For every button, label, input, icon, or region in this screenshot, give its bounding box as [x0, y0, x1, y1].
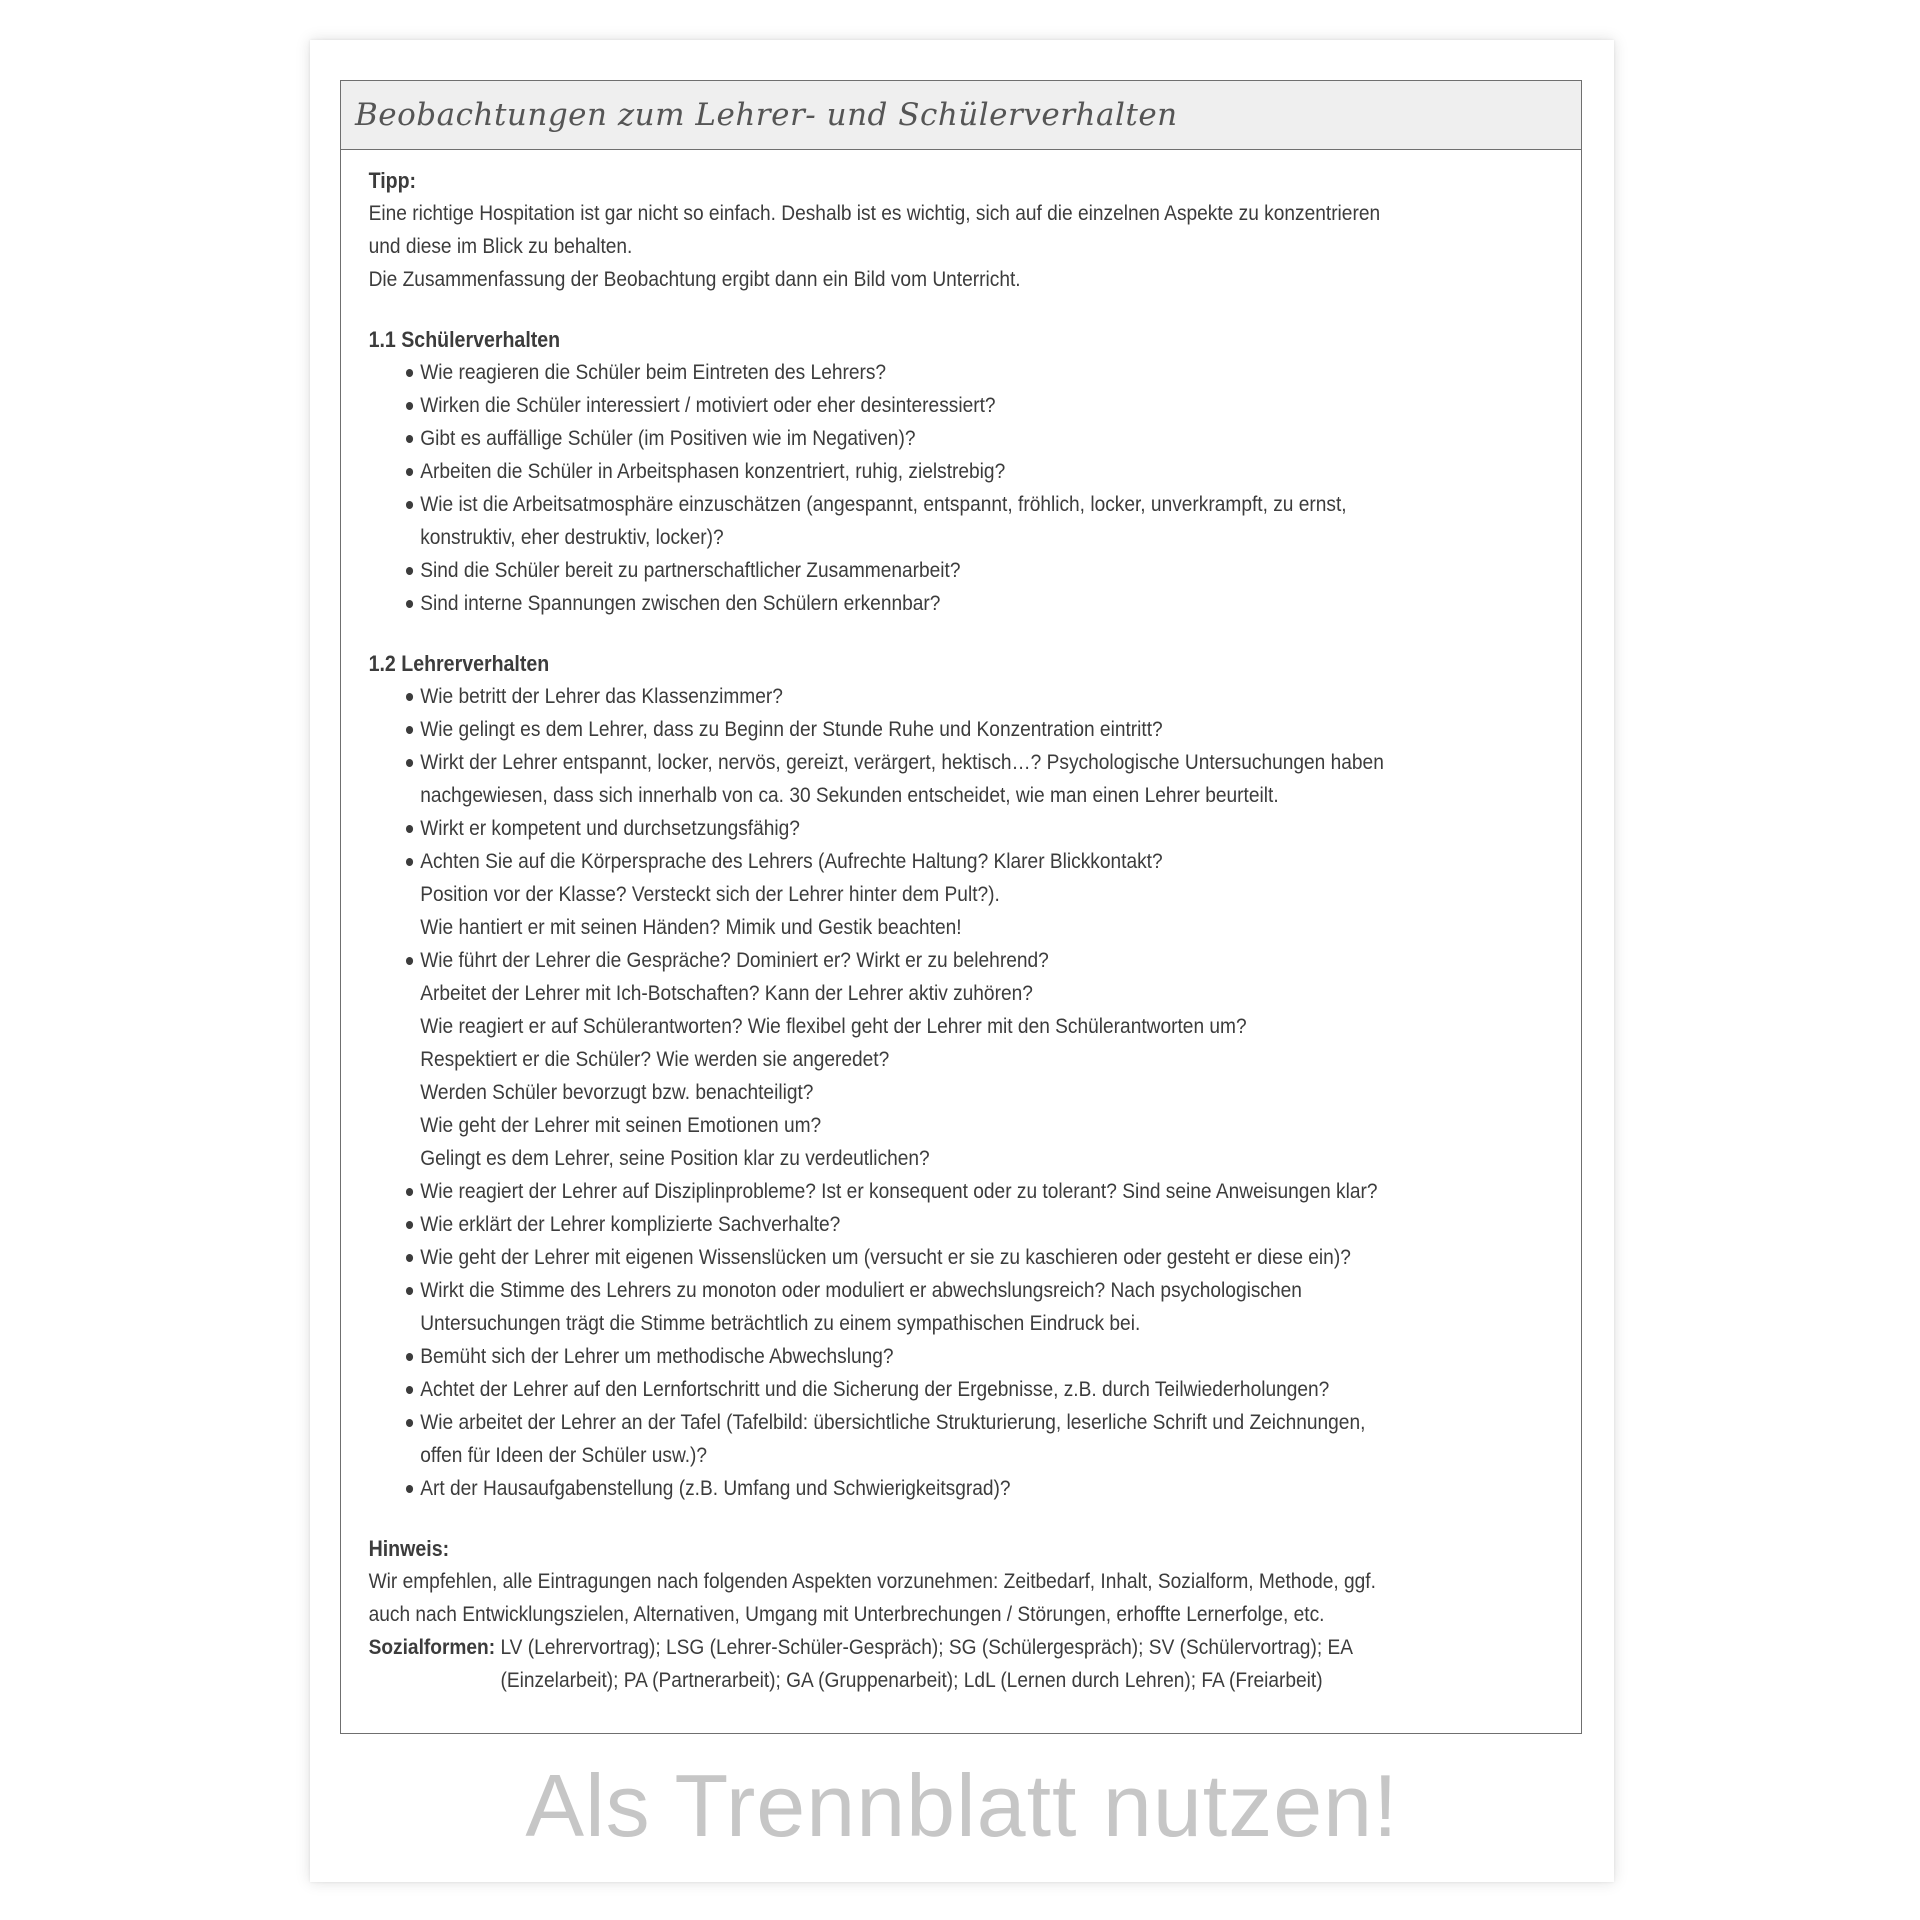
list-item [406, 680, 1471, 713]
tipp-text [369, 197, 1472, 296]
list-item [406, 1274, 1471, 1340]
content-frame [340, 80, 1582, 1734]
tipp-line: Die Zusammenfassung der Beobachtung ergibt dann ein Bild vom Unterricht. [368, 267, 1021, 291]
list-item [406, 422, 1471, 455]
list-item-line: Wie gelingt es dem Lehrer, dass zu Beginn der Stunde Ruhe und Konzentration eintritt? [420, 717, 1163, 741]
list-item [406, 1175, 1471, 1208]
list-item-line: Bemüht sich der Lehrer um methodische Abwechslung? [420, 1344, 894, 1368]
watermark-text: Als Trennblatt nutzen! [525, 1756, 1399, 1855]
list-item [406, 356, 1471, 389]
list-item [406, 746, 1471, 812]
list-item-line: offen für Ideen der Schüler usw.)? [420, 1443, 708, 1467]
list-item-line: Achtet der Lehrer auf den Lernfortschritt und die Sicherung der Ergebnisse, z.B. durch Teilwiederholungen? [420, 1377, 1330, 1401]
header-bar [341, 81, 1581, 150]
list-item-line: Wie arbeitet der Lehrer an der Tafel (Tafelbild: übersichtliche Strukturierung, leserliche Schrift und Zeichnungen, [420, 1410, 1366, 1434]
list-item-line: Wie reagiert er auf Schülerantworten? Wie flexibel geht der Lehrer mit den Schülerantworten um? [420, 1014, 1247, 1038]
list-item-line: Wie geht der Lehrer mit eigenen Wissenslücken um (versucht er sie zu kaschieren oder gesteht er diese ein)? [420, 1245, 1351, 1269]
list-item-line: Wie hantiert er mit seinen Händen? Mimik und Gestik beachten! [420, 915, 962, 939]
schuelerverhalten-list [406, 356, 1471, 620]
sozialformen-line: LV (Lehrervortrag); LSG (Lehrer-Schüler-Gespräch); SG (Schülergespräch); SV (Schülervortrag); EA [500, 1635, 1353, 1659]
list-item-line: Gibt es auffällige Schüler (im Positiven wie im Negativen)? [420, 426, 916, 450]
list-item-line: Art der Hausaufgabenstellung (z.B. Umfang und Schwierigkeitsgrad)? [420, 1476, 1011, 1500]
list-item-line: Wirken die Schüler interessiert / motiviert oder eher desinteressiert? [420, 393, 996, 417]
list-item [406, 1373, 1471, 1406]
tipp-line: und diese im Blick zu behalten. [368, 234, 633, 258]
list-item-line: Wie erklärt der Lehrer komplizierte Sachverhalte? [420, 1212, 841, 1236]
list-item [406, 554, 1471, 587]
list-item [406, 1340, 1471, 1373]
list-item-line: Achten Sie auf die Körpersprache des Lehrers (Aufrechte Haltung? Klarer Blickkontakt? [420, 849, 1163, 873]
list-item-line: konstruktiv, eher destruktiv, locker)? [420, 525, 724, 549]
list-item-line: Wie geht der Lehrer mit seinen Emotionen um? [420, 1113, 822, 1137]
list-item-line: Wie führt der Lehrer die Gespräche? Dominiert er? Wirkt er zu belehrend? [420, 948, 1049, 972]
list-item [406, 389, 1471, 422]
hinweis-text [369, 1565, 1472, 1631]
list-item-line: Respektiert er die Schüler? Wie werden sie angeredet? [420, 1047, 890, 1071]
list-item-line: nachgewiesen, dass sich innerhalb von ca. 30 Sekunden entscheidet, wie man einen Lehrer beurteilt. [420, 783, 1279, 807]
list-item [406, 1241, 1471, 1274]
list-item [406, 944, 1471, 1175]
list-item-line: Wirkt die Stimme des Lehrers zu monoton oder moduliert er abwechslungsreich? Nach psychologischen [420, 1278, 1302, 1302]
sozialformen-row [369, 1631, 1472, 1697]
lehrerverhalten-list [406, 680, 1471, 1505]
list-item-line: Arbeiten die Schüler in Arbeitsphasen konzentriert, ruhig, zielstrebig? [420, 459, 1006, 483]
list-item [406, 1472, 1471, 1505]
sozialformen-label: Sozialformen: [368, 1635, 496, 1659]
list-item-line: Gelingt es dem Lehrer, seine Position klar zu verdeutlichen? [420, 1146, 930, 1170]
list-item-line: Wirkt er kompetent und durchsetzungsfähig? [420, 816, 800, 840]
document-sheet [310, 40, 1614, 1882]
list-item-line: Wie ist die Arbeitsatmosphäre einzuschätzen (angespannt, entspannt, fröhlich, locker, unverkrampft, zu ernst, [420, 492, 1347, 516]
list-item-line: Untersuchungen trägt die Stimme beträchtlich zu einem sympathischen Eindruck bei. [420, 1311, 1141, 1335]
hinweis-label: Hinweis: [368, 1536, 450, 1561]
tipp-label: Tipp: [368, 168, 417, 193]
list-item-line: Wirkt der Lehrer entspannt, locker, nervös, gereizt, verärgert, hektisch…? Psychologische Untersuchungen haben [420, 750, 1384, 774]
list-item-line: Wie betritt der Lehrer das Klassenzimmer? [420, 684, 783, 708]
page-title: Beobachtungen zum Lehrer- und Schülerverhalten [355, 97, 1178, 133]
list-item [406, 812, 1471, 845]
list-item [406, 713, 1471, 746]
list-item-line: Arbeitet der Lehrer mit Ich-Botschaften? Kann der Lehrer aktiv zuhören? [420, 981, 1033, 1005]
list-item [406, 488, 1471, 554]
hinweis-line: Wir empfehlen, alle Eintragungen nach folgenden Aspekten vorzunehmen: Zeitbedarf, Inhalt, Sozialform, Methode, ggf. [368, 1569, 1376, 1593]
hinweis-line: auch nach Entwicklungszielen, Alternativen, Umgang mit Unterbrechungen / Störungen, erhoffte Lernerfolge, etc. [368, 1602, 1325, 1626]
list-item [406, 1406, 1471, 1472]
sozialformen-text [500, 1631, 1353, 1697]
list-item [406, 1208, 1471, 1241]
sozialformen-line: (Einzelarbeit); PA (Partnerarbeit); GA (Gruppenarbeit); LdL (Lernen durch Lehren); FA (Freiarbeit) [500, 1668, 1323, 1692]
list-item-line: Wie reagieren die Schüler beim Eintreten des Lehrers? [420, 360, 887, 384]
list-item [406, 455, 1471, 488]
section-heading-lehrerverhalten: 1.2 Lehrerverhalten [368, 651, 550, 676]
list-item-line: Position vor der Klasse? Versteckt sich der Lehrer hinter dem Pult?). [420, 882, 1000, 906]
list-item-line: Sind interne Spannungen zwischen den Schülern erkennbar? [420, 591, 941, 615]
list-item [406, 587, 1471, 620]
list-item-line: Werden Schüler bevorzugt bzw. benachteiligt? [420, 1080, 814, 1104]
list-item-line: Sind die Schüler bereit zu partnerschaftlicher Zusammenarbeit? [420, 558, 961, 582]
list-item-line: Wie reagiert der Lehrer auf Disziplinprobleme? Ist er konsequent oder zu tolerant? Sind seine Anweisungen klar? [420, 1179, 1378, 1203]
tipp-line: Eine richtige Hospitation ist gar nicht so einfach. Deshalb ist es wichtig, sich auf die einzelnen Aspekte zu konzentrieren [368, 201, 1381, 225]
section-heading-schuelerverhalten: 1.1 Schülerverhalten [368, 327, 561, 352]
content-body [341, 150, 1507, 1697]
list-item [406, 845, 1471, 944]
